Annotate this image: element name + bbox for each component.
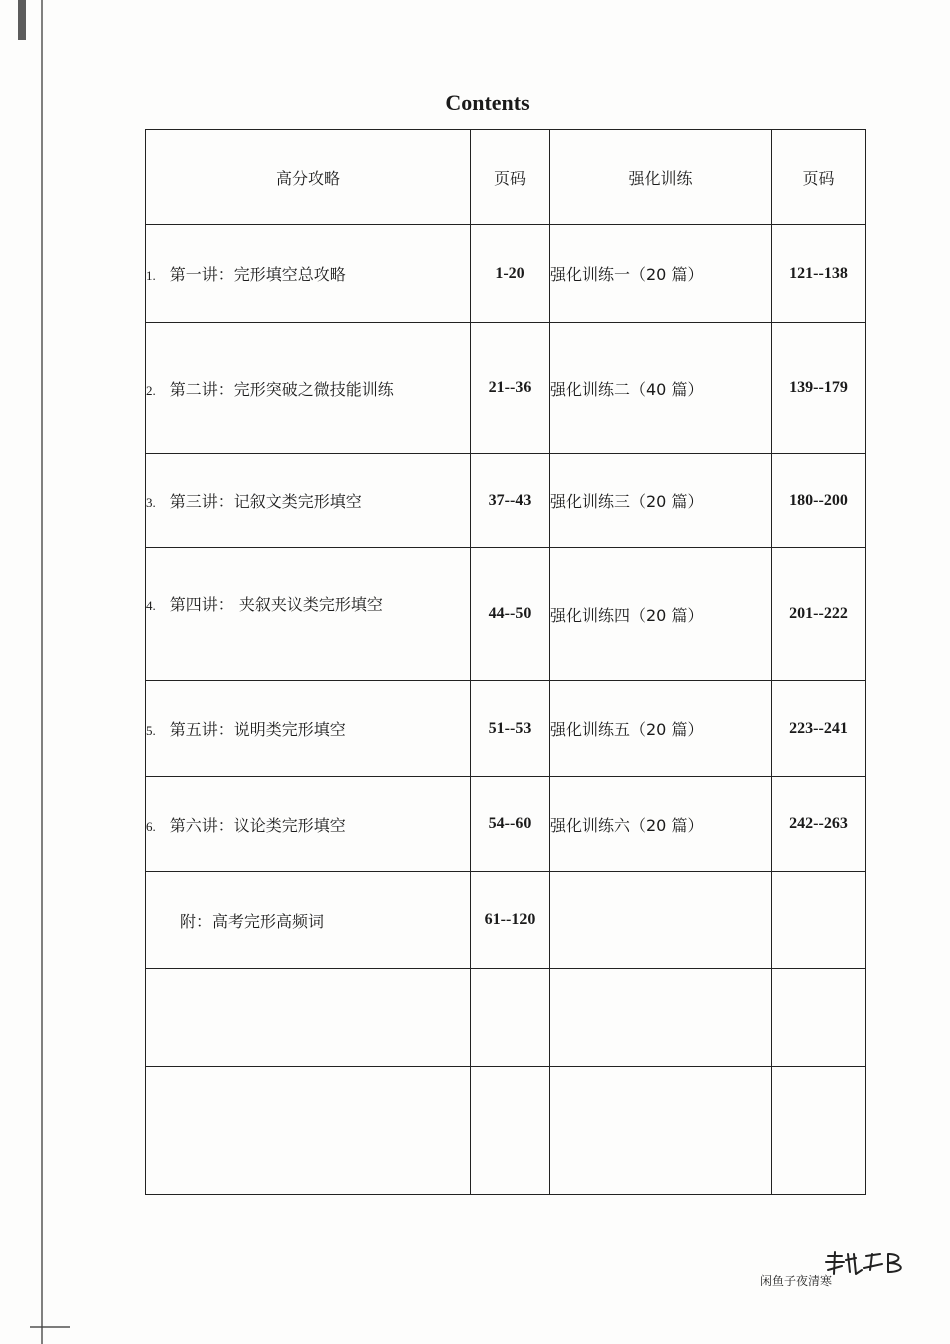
training-cell bbox=[550, 454, 772, 548]
scan-edge-foot bbox=[30, 1326, 70, 1328]
training-text: 强化训练六（20 篇） bbox=[550, 815, 704, 835]
page-title: Contents bbox=[445, 90, 530, 115]
empty-cell bbox=[146, 969, 471, 1067]
topic-text: 第四讲： 夹叙夹议类完形填空 bbox=[169, 595, 383, 614]
page-range: 44--50 bbox=[471, 548, 550, 681]
table-row bbox=[146, 225, 866, 323]
training-text: 强化训练四（20 篇） bbox=[550, 605, 704, 625]
table-row bbox=[146, 777, 866, 872]
empty-cell bbox=[550, 1067, 772, 1195]
table-row bbox=[146, 681, 866, 777]
table-row bbox=[146, 323, 866, 454]
topic-cell bbox=[146, 777, 471, 872]
training-page-range: 223--241 bbox=[772, 681, 866, 777]
topic-text: 第六讲：议论类完形填空 bbox=[169, 815, 346, 835]
page-range: 61--120 bbox=[471, 872, 550, 969]
table-row bbox=[146, 548, 866, 681]
empty-cell bbox=[471, 969, 550, 1067]
empty-cell bbox=[550, 969, 772, 1067]
topic-text: 第一讲：完形填空总攻略 bbox=[169, 265, 346, 284]
scan-edge-left bbox=[41, 0, 43, 1344]
training-text: 强化训练二（40 篇） bbox=[550, 379, 704, 399]
page-range: 54--60 bbox=[471, 777, 550, 872]
training-cell bbox=[550, 872, 772, 969]
training-page-range: 201--222 bbox=[772, 548, 866, 681]
topic-text: 第二讲：完形突破之微技能训练 bbox=[169, 379, 394, 399]
row-number: 3. bbox=[146, 495, 156, 510]
table-row bbox=[146, 872, 866, 969]
training-text: 强化训练一（20 篇） bbox=[550, 265, 704, 284]
topic-text: 第三讲：记叙文类完形填空 bbox=[169, 492, 362, 511]
page-range: 1-20 bbox=[471, 225, 550, 323]
training-page-range: 139--179 bbox=[772, 323, 866, 454]
handwritten-signature bbox=[822, 1248, 912, 1278]
topic-cell bbox=[146, 681, 471, 777]
scan-edge-top bbox=[18, 0, 26, 40]
topic-cell bbox=[146, 323, 471, 454]
topic-cell bbox=[146, 872, 471, 969]
empty-row bbox=[146, 1067, 866, 1195]
page-range: 21--36 bbox=[471, 323, 550, 454]
training-page-range bbox=[772, 872, 866, 969]
training-cell bbox=[550, 777, 772, 872]
training-cell bbox=[550, 681, 772, 777]
empty-cell bbox=[772, 1067, 866, 1195]
training-cell bbox=[550, 323, 772, 454]
empty-cell bbox=[471, 1067, 550, 1195]
empty-cell bbox=[146, 1067, 471, 1195]
row-number: 1. bbox=[146, 268, 156, 283]
table-row bbox=[146, 454, 866, 548]
training-text: 强化训练五（20 篇） bbox=[550, 720, 704, 739]
training-page-range: 121--138 bbox=[772, 225, 866, 323]
page-range: 37--43 bbox=[471, 454, 550, 548]
training-cell bbox=[550, 548, 772, 681]
row-number: 2. bbox=[146, 382, 156, 398]
topic-cell bbox=[146, 454, 471, 548]
header-training: 强化训练 bbox=[550, 130, 772, 225]
header-topic: 高分攻略 bbox=[146, 130, 471, 225]
header-page: 页码 bbox=[471, 130, 550, 225]
training-text: 强化训练三（20 篇） bbox=[550, 492, 704, 511]
row-number: 5. bbox=[146, 723, 156, 738]
footer-note: 闲鱼子夜清寒 bbox=[760, 1274, 833, 1288]
training-page-range: 242--263 bbox=[772, 777, 866, 872]
topic-cell bbox=[146, 548, 471, 681]
empty-cell bbox=[772, 969, 866, 1067]
header-page2: 页码 bbox=[772, 130, 866, 225]
topic-text: 附：高考完形高频词 bbox=[180, 911, 325, 931]
row-number: 4. bbox=[146, 598, 156, 613]
row-number: 6. bbox=[146, 818, 156, 834]
empty-row bbox=[146, 969, 866, 1067]
training-page-range: 180--200 bbox=[772, 454, 866, 548]
contents-table bbox=[145, 129, 866, 1195]
training-cell bbox=[550, 225, 772, 323]
page-range: 51--53 bbox=[471, 681, 550, 777]
topic-text: 第五讲：说明类完形填空 bbox=[169, 720, 346, 739]
topic-cell bbox=[146, 225, 471, 323]
header-row bbox=[146, 130, 866, 225]
